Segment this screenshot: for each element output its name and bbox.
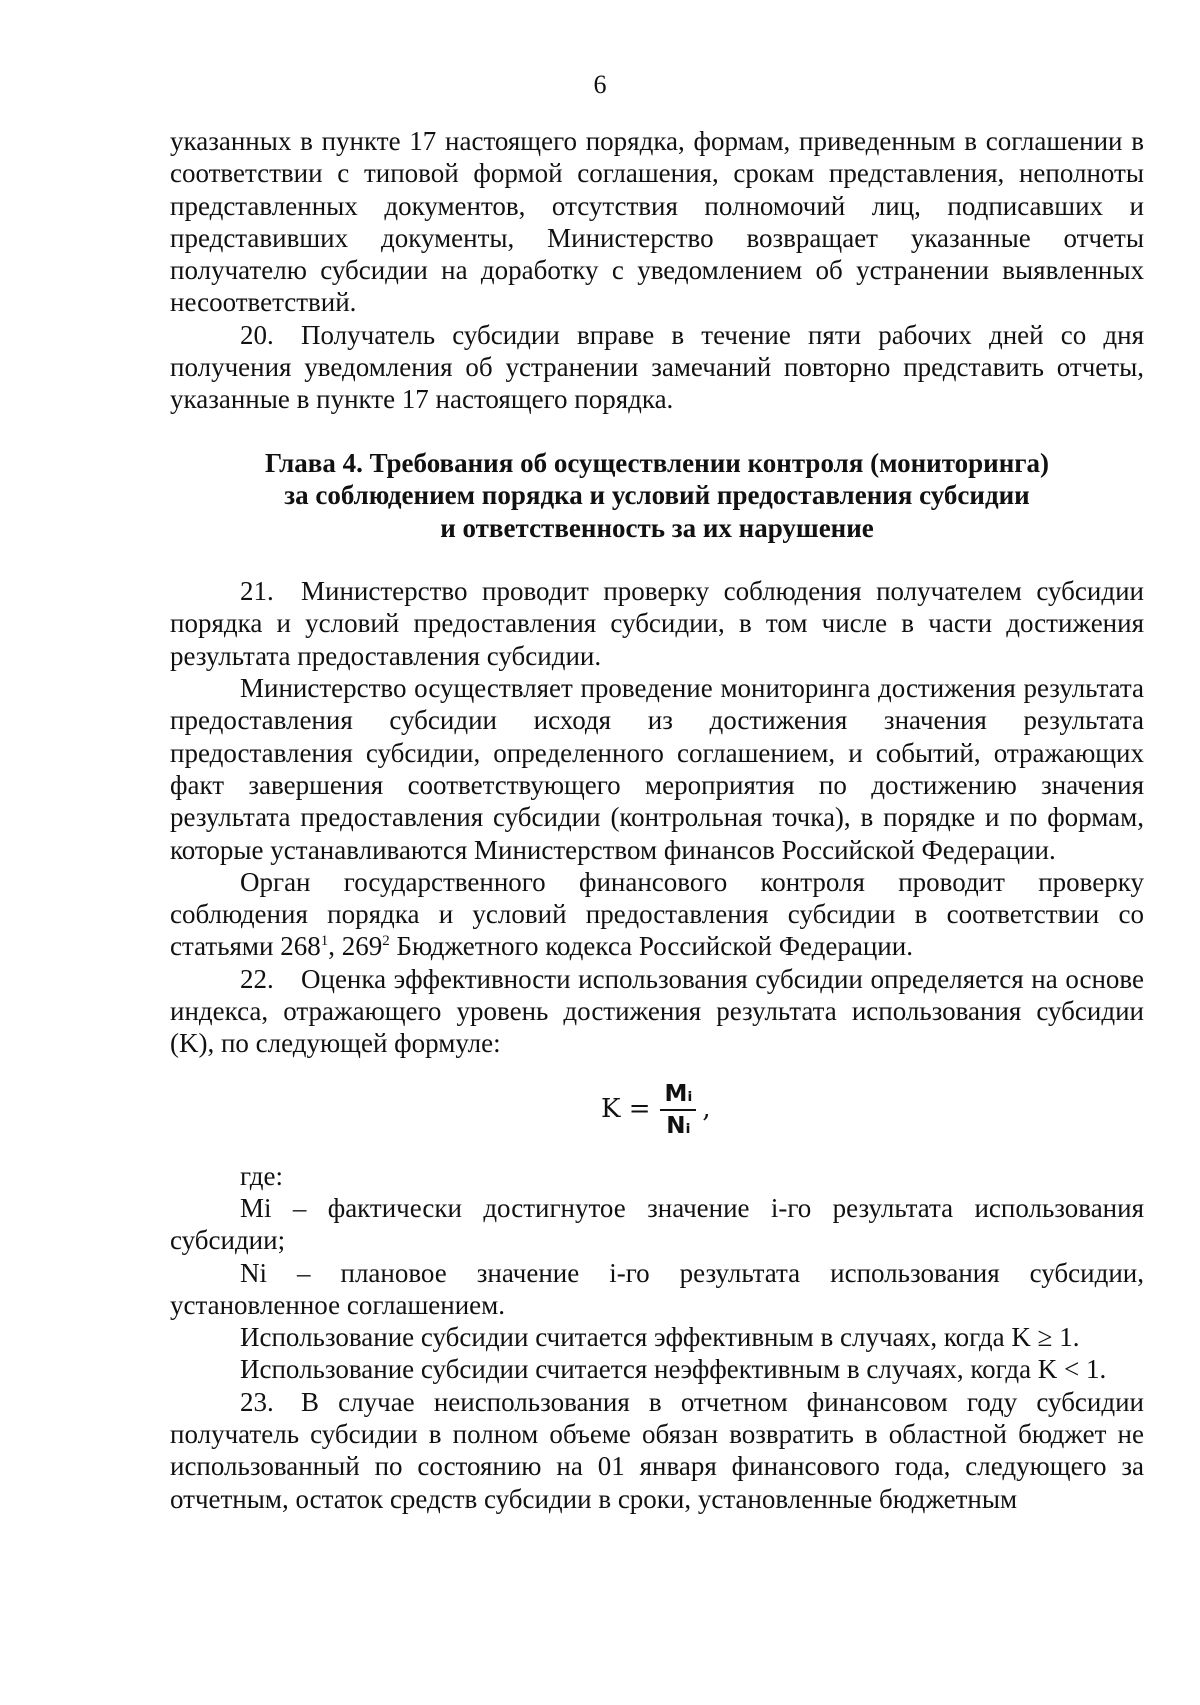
control-text-mid: , 269	[328, 931, 383, 962]
formula-lhs: K =	[601, 1094, 651, 1125]
page-number: 6	[593, 70, 607, 99]
chapter-heading-line: за соблюдением порядка и условий предоставления субсидии	[284, 480, 1030, 511]
chapter-heading-line: Глава 4. Требования об осуществлении контроля (мониторинга)	[264, 447, 1050, 478]
effective-condition: Использование субсидии считается эффективным в случаях, когда K ≥ 1.	[240, 1322, 1080, 1353]
definition-mi: Mi – фактически достигнутое значение i-го результата использования субсидии;	[170, 1192, 1144, 1256]
chapter-heading-line: и ответственность за их нарушение	[440, 512, 874, 543]
efficiency-formula	[601, 1080, 711, 1140]
document-body	[170, 125, 1144, 1515]
where-label: где:	[240, 1160, 283, 1191]
paragraph-text: Оценка эффективности использования субсидии определяется на основе индекса, отражающего уровень достижения результата использования субсидии (K), по следующей формуле:	[170, 963, 1144, 1059]
paragraph-21	[170, 575, 1144, 672]
paragraph-text: В случае неиспользования в отчетном финансовом году субсидии получатель субсидии в полном объеме обязан возвратить в областной бюджет не использованный по состоянию на 01 января финансового года, следующего за отчетным, остаток средств субсидии в сроки, установленные бюджетным	[170, 1386, 1144, 1514]
paragraph-text: Получатель субсидии вправе в течение пяти рабочих дней со дня получения уведомления об устранении замечаний повторно представить отчеты, указанные в пункте 17 настоящего порядка.	[170, 319, 1144, 415]
formula-block	[170, 1060, 1144, 1160]
paragraph-21-monitoring: Министерство осуществляет проведение мониторинга достижения результата предоставления субсидии исходя из достижения значения результата предоставления субсидии, определенного соглашением, и событий, отражающих факт завершения соответствующего мероприятия по достижению значения результата предоставления субсидии (контрольная точка), в порядке и по формам, которые устанавливаются Министерством финансов Российской Федерации.	[170, 673, 1144, 865]
formula-suffix: ,	[702, 1094, 711, 1125]
formula-numerator: Mᵢ	[660, 1080, 696, 1111]
superscript: 2	[382, 933, 390, 950]
definition-ni: Ni – плановое значение i-го результата использования субсидии, установленное соглашением.	[170, 1257, 1144, 1320]
formula-fraction	[660, 1080, 696, 1140]
control-text-before: Орган государственного финансового контроля проводит проверку соблюдения порядка и условий предоставления субсидии в соответствии со статьями 268	[170, 866, 1144, 962]
paragraph-number: 22.	[240, 963, 274, 994]
ineffective-condition: Использование субсидии считается неэффективным в случаях, когда K < 1.	[240, 1354, 1107, 1385]
chapter-heading	[170, 447, 1144, 545]
control-text-after: Бюджетного кодекса Российской Федерации.	[389, 931, 913, 962]
paragraph-22	[170, 963, 1144, 1060]
paragraph-number: 20.	[240, 319, 274, 350]
paragraph-number: 23.	[240, 1386, 274, 1417]
paragraph-23	[170, 1386, 1144, 1515]
paragraph-text: Министерство проводит проверку соблюдения получателем субсидии порядка и условий предоставления субсидии, в том числе в части достижения результата предоставления субсидии.	[170, 576, 1144, 671]
formula-denominator: Nᵢ	[666, 1112, 691, 1139]
paragraph-20	[170, 319, 1144, 416]
paragraph-21-control	[170, 866, 1144, 963]
paragraph-continuation: указанных в пункте 17 настоящего порядка, формам, приведенным в соглашении в соответствии с типовой формой соглашения, срокам представления, неполноты представленных документов, отсутствия полномочий лиц, подписавших и представивших документы, Министерство возвращает указанные отчеты получателю субсидии на доработку с уведомлением об устранении выявленных несоответствий.	[170, 126, 1144, 318]
paragraph-number: 21.	[240, 576, 274, 607]
superscript: 1	[320, 933, 329, 950]
